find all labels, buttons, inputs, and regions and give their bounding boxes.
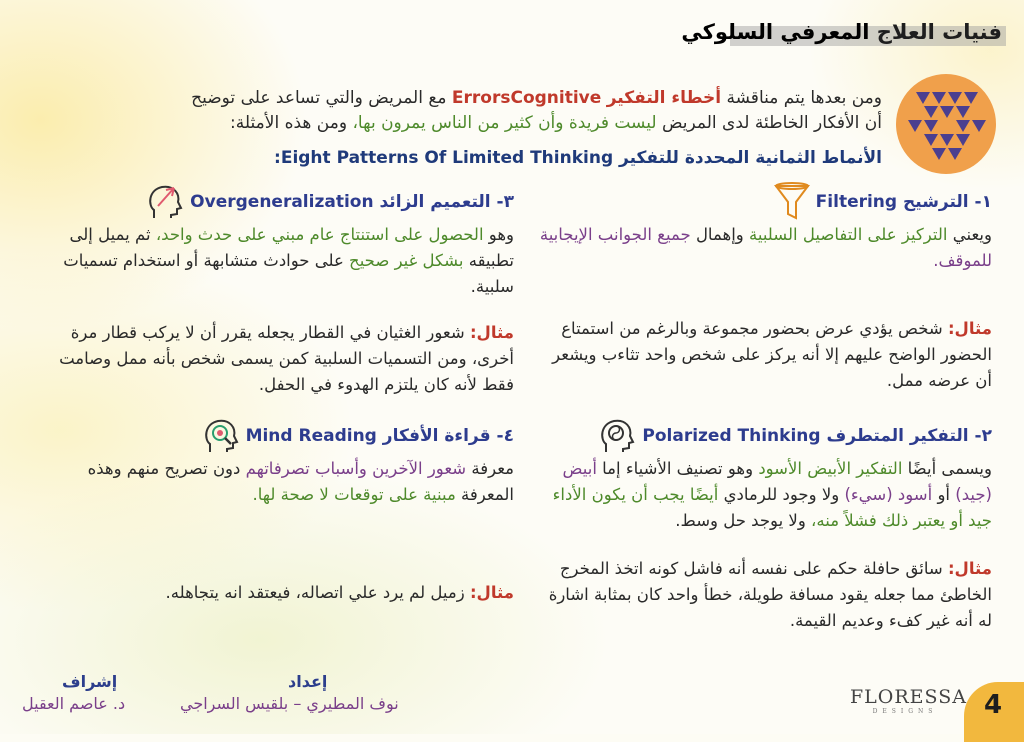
section-body (537, 456, 992, 534)
body-highlight: أبيض (جيد) (562, 459, 992, 504)
example-label: مثال: (469, 583, 514, 602)
body-text: ويعني (952, 225, 992, 244)
section-body (537, 222, 992, 274)
section-title-en: Filtering (815, 192, 898, 212)
body-highlight: التفكير الأبيض الأسود (758, 459, 903, 478)
funnel-icon (774, 182, 810, 222)
intro-highlight: أخطاء التفكير (606, 88, 722, 108)
section-filtering (537, 182, 992, 394)
intro-paragraph (142, 86, 882, 136)
intro-highlight-en: ErrorsCognitive (451, 88, 602, 108)
page-title (681, 20, 1006, 50)
section-example (59, 580, 514, 606)
brand-sub: DESIGNS (872, 708, 938, 715)
intro-highlight: ليست فريدة وأن كثير من الناس يمرون بها، (352, 113, 657, 133)
section-title-en: Mind Reading (245, 426, 377, 446)
prepared-title: إعداد (288, 672, 328, 691)
example-text: زميل لم يرد علي اتصاله، فيعتقد انه يتجاهله. (165, 583, 465, 602)
intro-text: ومن بعدها يتم مناقشة (726, 88, 882, 108)
section-heading (59, 182, 514, 216)
page-number: 4 (984, 690, 1003, 720)
title-part2: المعرفي السلوكي (681, 20, 870, 44)
section-heading (537, 416, 992, 450)
body-highlight: أسود (سيء) (844, 485, 933, 504)
body-highlight: شعور الآخرين وأسباب تصرفاتهم (245, 459, 467, 478)
section-mind-reading (59, 416, 514, 606)
section-heading (59, 416, 514, 450)
example-text: سائق حافلة حكم على نفسه أنه فاشل كونه اتخذ المخرج الخاطئ مما جعله يقود مسافة طويلة، خطأ واحد كان بمثابة اشارة له أنه غير كفء وعديم القيمة. (548, 559, 992, 630)
supervised-name: د. عاصم العقيل (22, 694, 126, 713)
head-yin-yang-icon (596, 416, 636, 456)
intro-text: ومن هذه الأمثلة: (230, 113, 348, 133)
body-text: ولا يوجد حل وسط. (675, 511, 806, 530)
body-text: وهو تصنيف الأشياء إما (602, 459, 754, 478)
supervised-title: إشراف (62, 672, 118, 691)
page-title-text (681, 20, 1002, 44)
section-title: ١- الترشيح (903, 192, 992, 212)
body-highlight: الحصول على استنتاج عام مبني على حدث واحد، (155, 225, 484, 244)
section-body (59, 222, 514, 300)
intro-text: أن الأفكار الخاطئة لدى المريض (661, 113, 882, 133)
section-heading (537, 182, 992, 216)
brand-name: FLORESSA (850, 686, 967, 708)
head-arrow-icon (144, 182, 184, 222)
intro-text: مع المريض والتي تساعد على توضيح (191, 88, 447, 108)
section-body (59, 456, 514, 508)
body-highlight: جميع الجوانب الإيجابية للموقف. (539, 225, 992, 270)
example-label: مثال: (469, 323, 514, 342)
section-example (59, 320, 514, 398)
intro-line-2 (142, 111, 882, 136)
section-title: ٢- التفكير المتطرف (826, 426, 992, 446)
body-highlight: التركيز على التفاصيل السلبية (749, 225, 948, 244)
section-title-en: Polarized Thinking (642, 426, 821, 446)
brand-logo (850, 686, 967, 715)
section-overgeneralization (59, 182, 514, 398)
head-magnifier-icon (200, 416, 240, 456)
body-text: معرفة (471, 459, 514, 478)
body-text: ويسمى أيضًا (907, 459, 992, 478)
section-example (537, 556, 992, 634)
example-label: مثال: (947, 559, 992, 578)
body-text: ثم يميل إلى تطبيقه (69, 225, 514, 270)
section-title-en: Overgeneralization (190, 192, 374, 212)
body-text: ولا وجود للرمادي (723, 485, 840, 504)
page-number-badge (964, 682, 1024, 742)
triangles-logo-icon (896, 74, 996, 174)
prepared-names: نوف المطيري – بلقيس السراجي (180, 694, 399, 713)
section-title: ٤- قراءة الأفكار (382, 426, 514, 446)
body-highlight: بشكل غير صحيح (349, 251, 464, 270)
example-text: شعور الغثيان في القطار يجعله يقرر أن لا يركب قطار مرة أخرى، ومن التسميات السلبية كمن يسمى شخص بأنه ممل وصامت فقط لأنه كان يلتزم الهدوء في الحفل. (59, 323, 514, 394)
title-part1: فنيات العلاج (876, 20, 1002, 44)
body-text: وهو (488, 225, 514, 244)
section-example (537, 316, 992, 394)
example-text: شخص يؤدي عرض بحضور مجموعة وبالرغم من استمتاع الحضور الواضح عليهم إلا أنه يركز على شخص واحد تثاءب ويشعر أن عرضه ممل. (552, 319, 992, 390)
eight-patterns-heading: الأنماط الثمانية المحددة للتفكير Eight Patterns Of Limited Thinking: (274, 148, 882, 168)
body-highlight: مبنية على توقعات لا صحة لها. (252, 485, 456, 504)
body-text: أو (937, 485, 951, 504)
section-polarized-thinking (537, 416, 992, 634)
intro-line-1 (142, 86, 882, 111)
body-text: وإهمال (695, 225, 744, 244)
section-title: ٣- التعميم الزائد (379, 192, 514, 212)
body-highlight: أيضًا يجب أن يكون الأداء جيد أو يعتبر ذلك فشلاً منه، (552, 485, 992, 530)
body-text: دون تصريح منهم وهذه المعرفة (87, 459, 514, 504)
body-text: على حوادث متشابهة أو استخدام تسميات سلبية. (63, 251, 514, 296)
example-label: مثال: (947, 319, 992, 338)
